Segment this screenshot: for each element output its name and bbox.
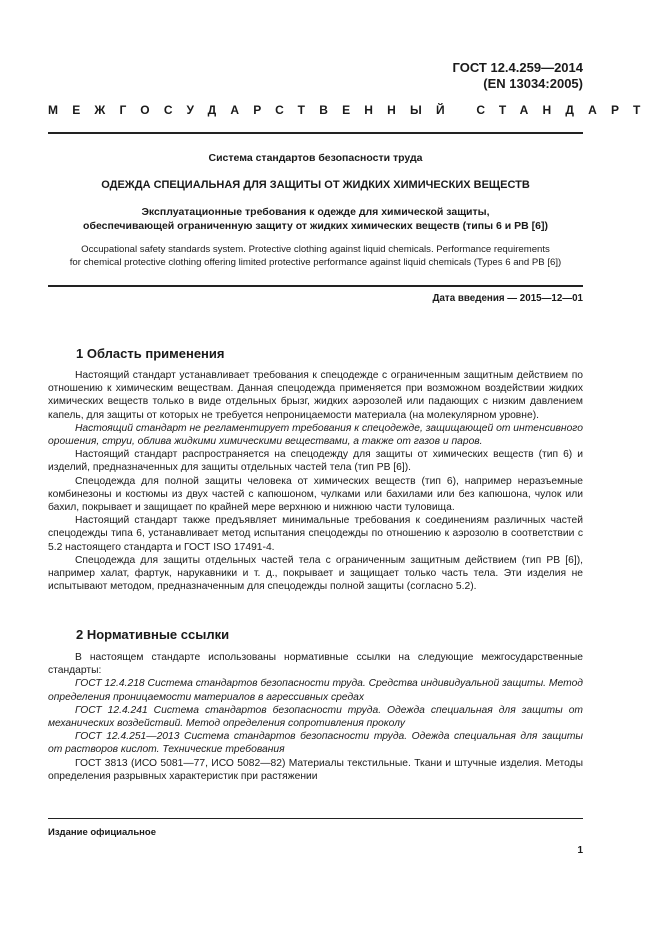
reference-entry: ГОСТ 12.4.241 Система стандартов безопасности труда. Одежда специальная для защиты от механических воздействий. Метод определения сопротивления проколу xyxy=(48,704,583,730)
official-edition-label: Издание официальное xyxy=(48,827,156,838)
standards-series-title: Система стандартов безопасности труда xyxy=(208,152,423,164)
section-heading: 1 Область применения xyxy=(76,346,225,361)
interstate-standard-label: МЕЖГОСУДАРСТВЕННЫЙ СТАНДАРТ xyxy=(48,103,655,117)
introduction-date: Дата введения — 2015—12—01 xyxy=(432,293,583,304)
standard-designation xyxy=(380,60,583,92)
header-rule xyxy=(48,132,583,134)
paragraph: Настоящий стандарт также предъявляет минимальные требования к соединениям различных частей спецодежды типа 6, устанавливает метод испытания спецодежды по отношению к аэрозолю в соответствии с 5.2 настоящего стандарта и ГОСТ ISO 17491-4. xyxy=(48,515,583,553)
footer-rule xyxy=(48,818,583,819)
paragraph: В настоящем стандарте использованы нормативные ссылки на следующие межгосударственные стандарты: xyxy=(48,652,583,677)
paragraph: Спецодежда для защиты отдельных частей тела с ограниченным защитным действием (тип PB [6]), например халат, фартук, нарукавники и т. д., покрывает и защищает только часть тела. Эти изделия не испытывают методом, предназначенным для спецодежды полной защиты (согласно 5.2). xyxy=(48,554,583,593)
english-title-line: for chemical protective clothing offering limited protective performance against liquid chemicals (Types 6 and PB [6]) xyxy=(69,257,562,268)
paragraph: Настоящий стандарт распространяется на спецодежду для защиты от химических веществ (тип 6) и изделий, предназначенных для защиты отдельных частей тела (тип PB [6]). xyxy=(48,449,583,474)
english-title-line: Occupational safety standards system. Protective clothing against liquid chemicals. Performance requirements xyxy=(81,244,550,255)
paragraph: Настоящий стандарт не регламентирует требования к спецодежде, защищающей от интенсивного орошения, струи, облива жидкими химическими веществами, а также от газов и паров. xyxy=(48,422,583,448)
equivalent-standard: (EN 13034:2005) xyxy=(483,76,583,91)
reference-entry: ГОСТ 12.4.251—2013 Система стандартов безопасности труда. Одежда специальная для защиты от растворов кислот. Технические требования xyxy=(48,731,583,756)
english-title xyxy=(48,243,583,269)
document-subtitle xyxy=(48,205,583,233)
page-number: 1 xyxy=(577,845,583,856)
paragraph: Настоящий стандарт устанавливает требования к спецодежде с ограниченным защитным действием по отношению к химическим веществам. Данная спецодежда применяется при возможном воздействии жидких химических веществ только в виде отдельных брызг, жидких аэрозолей или падающих с низким давлением капель, для защиты от которых не требуется непроницаемости материала (на молекулярном уровне). xyxy=(48,370,583,421)
document-title: ОДЕЖДА СПЕЦИАЛЬНАЯ ДЛЯ ЗАЩИТЫ ОТ ЖИДКИХ ХИМИЧЕСКИХ ВЕЩЕСТВ xyxy=(101,179,530,191)
subtitle-line: Эксплуатационные требования к одежде для химической защиты, xyxy=(141,206,490,218)
paragraph: Спецодежда для полной защиты человека от химических веществ (тип 6), например неразъемные комбинезоны и костюмы из двух частей с капюшоном, чулками или бахилами или без капюшона, чулок или бахил, покрывает и защищает по крайней мере верхнюю и нижнюю части туловища. xyxy=(48,475,583,514)
standard-number: ГОСТ 12.4.259—2014 xyxy=(452,60,583,75)
section-heading: 2 Нормативные ссылки xyxy=(76,627,230,642)
title-rule xyxy=(48,285,583,287)
subtitle-line: обеспечивающей ограниченную защиту от жидких химических веществ (типы 6 и PB [6]) xyxy=(83,220,548,232)
section-body xyxy=(48,369,583,593)
section-body xyxy=(48,651,583,783)
reference-entry: ГОСТ 3813 (ИСО 5081—77, ИСО 5082—82) Материалы текстильные. Ткани и штучные изделия. Методы определения разрывных характеристик при растяжении xyxy=(48,757,583,782)
reference-entry: ГОСТ 12.4.218 Система стандартов безопасности труда. Средства индивидуальной защиты. Метод определения проницаемости материалов в агрессивных средах xyxy=(48,678,583,703)
